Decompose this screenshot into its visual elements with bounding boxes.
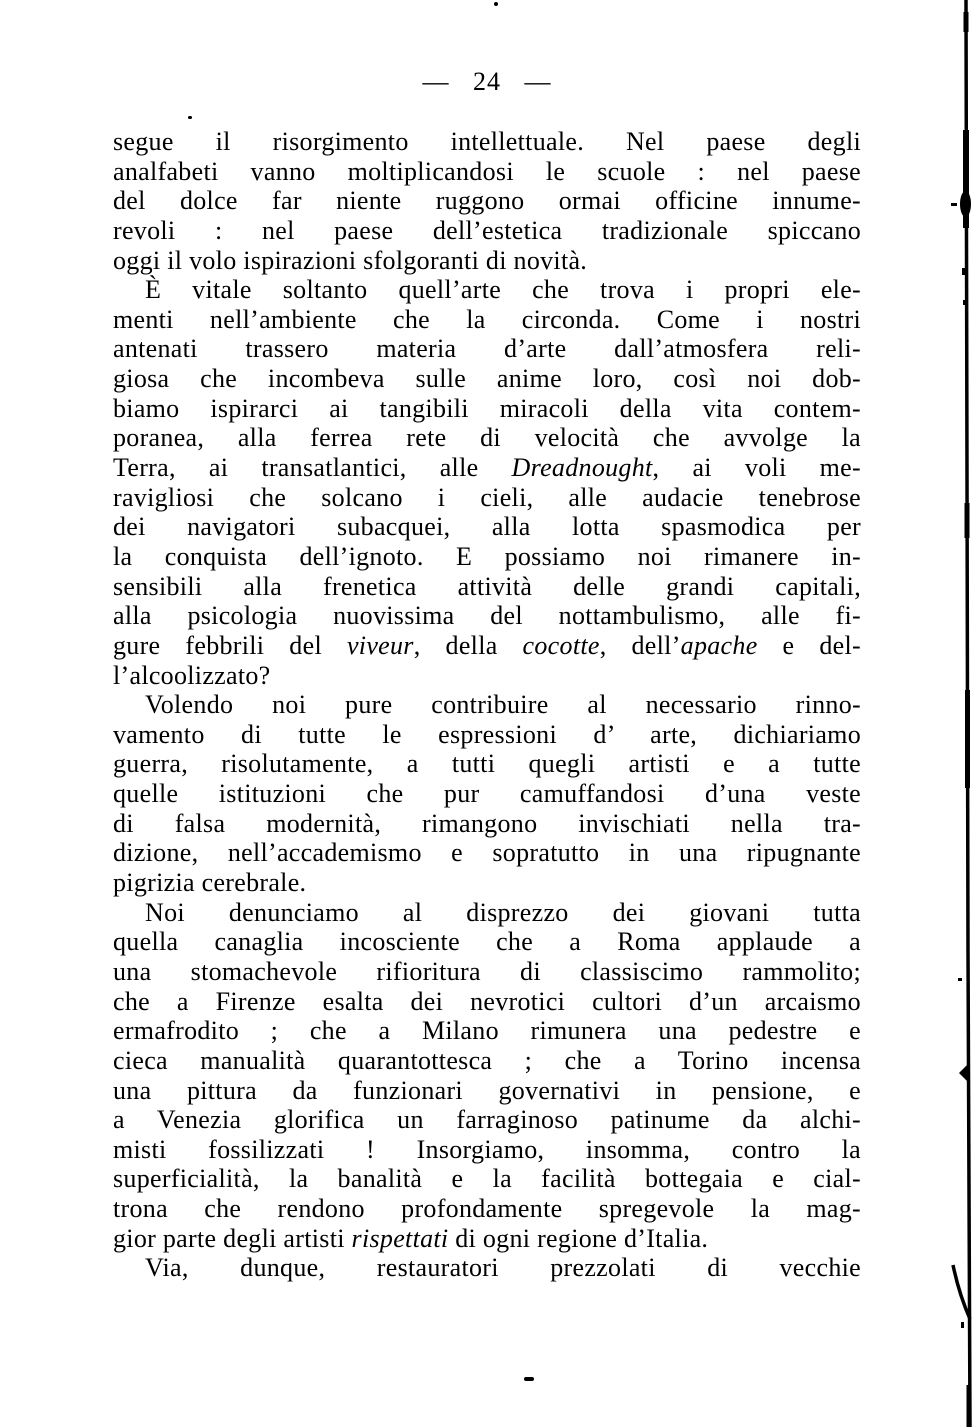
paragraph (113, 275, 861, 690)
text-segment: la conquista dell’ignoto. E possiamo noi rimanere in- (113, 541, 861, 571)
text-line (113, 838, 861, 868)
text-segment: vamento di tutte le espressioni d’ arte, dichiariamo (113, 719, 861, 749)
text-segment: Via, dunque, restauratori prezzolati di vecchie (145, 1253, 861, 1283)
text-segment: segue il risorgimento intellettuale. Nel paese degli (113, 127, 861, 156)
text-line (113, 987, 861, 1017)
text-segment: dizione, nell’accademismo e sopratutto in una ripugnante (113, 838, 861, 868)
text-segment: del dolce far niente ruggono ormai officine innume- (113, 186, 861, 216)
text-line (113, 749, 861, 779)
text-line (113, 720, 861, 750)
text-segment: Terra, ai transatlantici, alle (113, 453, 512, 483)
text-segment: di ogni regione d’Italia. (448, 1223, 709, 1253)
text-segment: menti nell’ambiente che la circonda. Come i nostri (113, 304, 861, 334)
text-line (113, 1194, 861, 1224)
text-line (113, 423, 861, 453)
text-segment: l’alcoolizzato? (113, 660, 271, 690)
text-line (113, 453, 861, 483)
italic-text: rispettati (351, 1223, 449, 1253)
text-line (113, 542, 861, 572)
text-line (113, 809, 861, 839)
text-line (113, 1105, 861, 1135)
text-line (113, 364, 861, 394)
text-segment: gure febbrili del (113, 630, 347, 660)
text-segment: giosa che incombeva sulle anime loro, così noi dob- (113, 364, 861, 394)
text-line (113, 957, 861, 987)
text-segment: Volendo noi pure contribuire al necessario rinno- (145, 690, 861, 720)
italic-text: viveur (346, 630, 414, 660)
text-segment: alla psicologia nuovissima del nottambulismo, alle fi- (113, 601, 861, 631)
text-line (113, 157, 861, 187)
text-line (113, 512, 861, 542)
text-line (113, 1164, 861, 1194)
text-line (113, 246, 861, 276)
text-line (113, 1253, 861, 1283)
text-line (113, 1076, 861, 1106)
text-segment: revoli : nel paese dell’estetica tradizionale spiccano (113, 215, 861, 245)
text-line (113, 927, 861, 957)
text-segment: guerra, risolutamente, a tutti quegli artisti e a tutte (113, 749, 861, 779)
text-segment: una stomachevole rifioritura di classiscimo rammolito; (113, 956, 861, 986)
text-segment: poranea, alla ferrea rete di velocità che avvolge la (113, 423, 861, 453)
text-segment: superficialità, la banalità e la facilità bottegaia e cial- (113, 1164, 861, 1194)
paragraph (113, 1253, 861, 1283)
italic-text: apache (680, 630, 758, 660)
text-segment: a Venezia glorifica un farraginoso patinume da alchi- (113, 1105, 861, 1135)
text-segment: gior parte degli artisti (113, 1223, 352, 1253)
text-segment: che a Firenze esalta dei nevrotici cultori d’un arcaismo (113, 986, 861, 1016)
text-segment: cieca manualità quarantottesca ; che a Torino incensa (113, 1045, 861, 1075)
text-segment: dei navigatori subacquei, alla lotta spasmodica per (113, 512, 861, 542)
text-segment: sensibili alla frenetica attività delle grandi capitali, (113, 571, 861, 601)
text-line (113, 275, 861, 305)
text-line (113, 690, 861, 720)
italic-text: cocotte (522, 630, 600, 660)
italic-text: Dreadnought (511, 453, 653, 483)
text-segment: antenati trassero materia d’arte dall’atmosfera reli- (113, 334, 861, 364)
text-line (113, 305, 861, 335)
text-line (113, 216, 861, 246)
text-line (113, 631, 861, 661)
text-line (113, 779, 861, 809)
text-line (113, 661, 861, 691)
text-segment: , dell’ (599, 630, 681, 660)
text-segment: e del- (757, 630, 861, 660)
text-segment: analfabeti vanno moltiplicandosi le scuole : nel paese (113, 156, 861, 186)
text-segment: , della (413, 630, 523, 660)
text-segment: pigrizia cerebrale. (113, 868, 307, 898)
text-segment: quella canaglia incosciente che a Roma applaude a (113, 927, 861, 957)
text-line (113, 898, 861, 928)
text-segment: oggi il volo ispirazioni sfolgoranti di novità. (113, 245, 588, 275)
text-line (113, 572, 861, 602)
paragraph (113, 690, 861, 897)
text-line (113, 334, 861, 364)
text-line (113, 394, 861, 424)
text-line (113, 1016, 861, 1046)
paragraph (113, 898, 861, 1254)
text-segment: misti fossilizzati ! Insorgiamo, insomma, contro la (113, 1134, 861, 1164)
text-line (113, 483, 861, 513)
page-number: — 24 — (422, 67, 552, 96)
text-line (113, 1046, 861, 1076)
text-line (113, 127, 861, 157)
text-line (113, 601, 861, 631)
text-segment: ermafrodito ; che a Milano rimunera una pedestre e (113, 1016, 861, 1046)
text-segment: quelle istituzioni che pur camuffandosi d’una veste (113, 779, 861, 809)
text-segment: , ai voli me- (652, 453, 861, 483)
text-line (113, 1135, 861, 1165)
text-line (113, 868, 861, 898)
text-segment: di falsa modernità, rimangono invischiati nella tra- (113, 808, 861, 838)
text-line (113, 186, 861, 216)
text-segment: trona che rendono profondamente spregevole la mag- (113, 1194, 861, 1224)
text-segment: ravigliosi che solcano i cieli, alle audacie tenebrose (113, 482, 861, 512)
scan-speck-top (494, 2, 498, 6)
text-segment: È vitale soltanto quell’arte che trova i propri ele- (145, 275, 861, 305)
text-segment: Noi denunciamo al disprezzo dei giovani tutta (145, 897, 861, 927)
text-line (113, 1224, 861, 1254)
page-text (113, 127, 861, 1283)
paragraph (113, 127, 861, 275)
scan-speck-margin (188, 116, 192, 119)
text-segment: una pittura da funzionari governativi in pensione, e (113, 1075, 861, 1105)
scan-speck-bottom (524, 1377, 534, 1381)
text-segment: biamo ispirarci ai tangibili miracoli della vita contem- (113, 393, 861, 423)
